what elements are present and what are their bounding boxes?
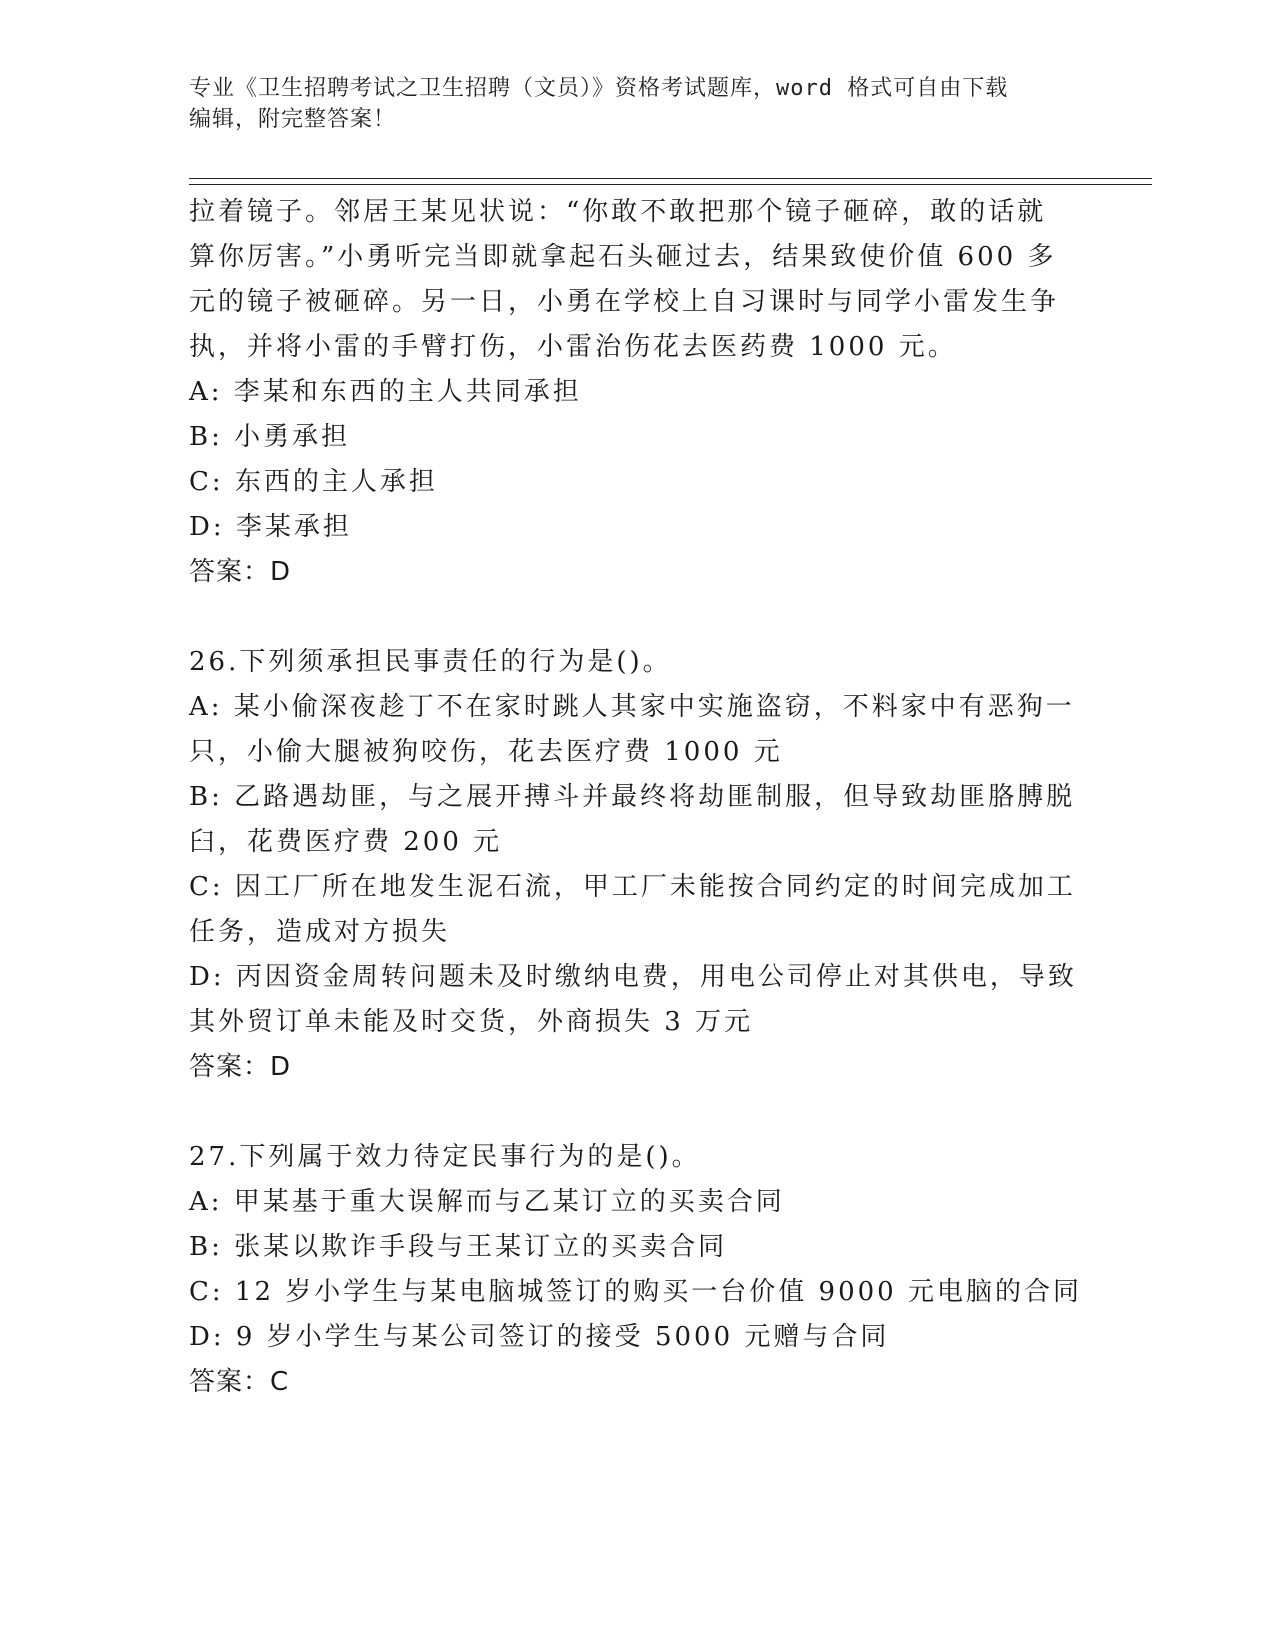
question-stem: 26.下列须承担民事责任的行为是()。 [189,647,672,677]
question-stem: 27.下列属于效力待定民事行为的是()。 [189,1142,701,1172]
header-divider-bottom [189,184,1152,185]
option-c-cont: 任务，造成对方损失 [189,917,451,947]
option-a: A: 李某和东西的主人共同承担 [189,377,582,407]
page-header [189,73,1089,135]
answer: 答案：D [189,557,292,587]
option-b: B: 小勇承担 [189,422,351,452]
header-line-1: 专业《卫生招聘考试之卫生招聘（文员）》资格考试题库，word 格式可自由下载 [189,76,1009,101]
stem-line: 元的镜子被砸碎。另一日，小勇在学校上自习课时与同学小雷发生争 [189,287,1060,317]
stem-line: 拉着镜子。邻居王某见状说：“你敢不敢把那个镜子砸碎，敢的话就 [189,197,1047,227]
stem-line: 算你厉害。”小勇听完当即就拿起石头砸过去，结果致使价值 600 多 [189,242,1057,272]
option-d: D: 李某承担 [189,512,352,542]
question-26 [189,640,1089,1090]
option-c: C: 东西的主人承担 [189,467,438,497]
option-a: A: 甲某基于重大误解而与乙某订立的买卖合同 [189,1187,785,1217]
option-b: B: 张某以欺诈手段与王某订立的买卖合同 [189,1232,728,1262]
stem-line: 执，并将小雷的手臂打伤，小雷治伤花去医药费 1000 元。 [189,332,957,362]
option-a: A: 某小偷深夜趁丁不在家时跳人其家中实施盗窃，不料家中有恶狗一 [189,692,1075,722]
header-line-2: 编辑，附完整答案！ [189,107,397,132]
option-d: D: 9 岁小学生与某公司签订的接受 5000 元赠与合同 [189,1322,890,1352]
document-body [189,190,1089,1405]
option-c: C: 12 岁小学生与某电脑城签订的购买一台价值 9000 元电脑的合同 [189,1277,1082,1307]
question-27 [189,1135,1089,1405]
option-a-cont: 只，小偷大腿被狗咬伤，花去医疗费 1000 元 [189,737,783,767]
option-d: D: 丙因资金周转问题未及时缴纳电费，用电公司停止对其供电，导致 [189,962,1077,992]
option-d-cont: 其外贸订单未能及时交货，外商损失 3 万元 [189,1007,754,1037]
option-c: C: 因工厂所在地发生泥石流，甲工厂未能按合同约定的时间完成加工 [189,872,1076,902]
header-divider-top [189,178,1152,179]
option-b-cont: 臼，花费医疗费 200 元 [189,827,503,857]
option-b: B: 乙路遇劫匪，与之展开搏斗并最终将劫匪制服，但导致劫匪胳膊脱 [189,782,1076,812]
answer: 答案：D [189,1052,292,1082]
answer: 答案：C [189,1367,290,1397]
question-continuation [189,190,1089,595]
